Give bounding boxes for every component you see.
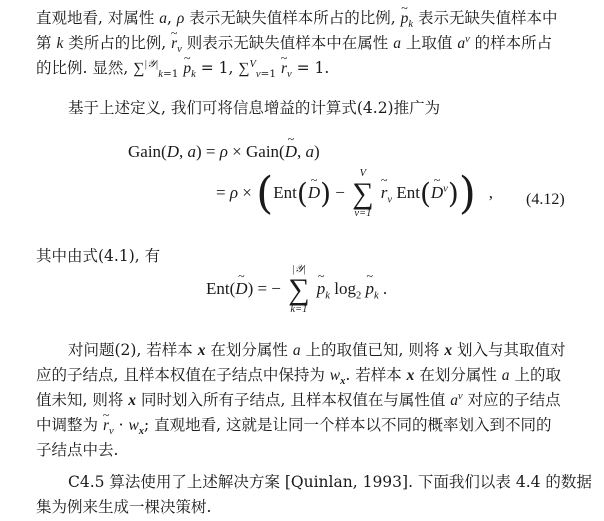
paragraph-c45 [36, 470, 592, 495]
paragraph-c45-cont [36, 495, 576, 520]
text-line: 集为例来生成一棵决策树. [36, 498, 212, 516]
paragraph-problem-2-cont [36, 363, 576, 463]
paragraph-problem-2 [36, 338, 576, 363]
equation-number: (4.12) [526, 191, 565, 208]
text-line: 子结点中去. [36, 441, 119, 459]
text-line: 对问题(2), 若样本 x 在划分属性 a 上的取值已知, 则将 x 划入与其取值对 [68, 341, 566, 359]
equation-4-12-line2: = ρ × (Ent(~ D) − V ∑ v=1 ~ $r_v$ Ent(~ $D^v$)) , [216, 168, 493, 220]
paragraph-intro-eq [36, 96, 604, 121]
text-line: 中调整为 ~ $r_v \cdot w_x$; 直观地看, 这就是让同一个样本以不同的概率划入到不同的 [36, 413, 576, 438]
text-line: 值未知, 则将 x 同时划入所有子结点, 且样本权值在与属性值 $a^v$ 对应的子结点 [36, 390, 561, 409]
text-line: 应的子结点, 且样本权值在子结点中保持为 $w_x$. 若样本 x 在划分属性 a 上的取 [36, 366, 561, 388]
text-line: 其中由式(4.1), 有 [36, 247, 161, 265]
text-line: 的比例. 显然, ∑$^{|𝒴|}_{k=1}$ ~ $p_k = 1$, ∑$^V_{v=1}$ ~ $r_v = 1$. [36, 56, 576, 81]
text-line: 基于上述定义, 我们可将信息增益的计算式(4.2)推广为 [68, 99, 441, 117]
text-line: 第 k 类所占的比例, ~ $r_v$ 则表示无缺失值样本中在属性 a 上取值 $a^v$ 的样本所占 [36, 31, 576, 56]
paragraph-definitions [36, 6, 576, 81]
equation-entropy: Ent(~ D) = − |𝒴| ∑ k=1 ~ $p_k$ $\log_2$ ~ $p_k$ . [206, 264, 387, 316]
text-line: C4.5 算法使用了上述解决方案 [Quinlan, 1993]. 下面我们以表 4.4 的数据 [68, 473, 592, 491]
equation-4-12-line1: Gain(D, a) = ρ × Gain(~ D, a) [128, 142, 320, 162]
text-line: 直观地看, 对属性 a, ρ 表示无缺失值样本所占的比例, ~ $p_k$ 表示无缺失值样本中 [36, 6, 576, 31]
